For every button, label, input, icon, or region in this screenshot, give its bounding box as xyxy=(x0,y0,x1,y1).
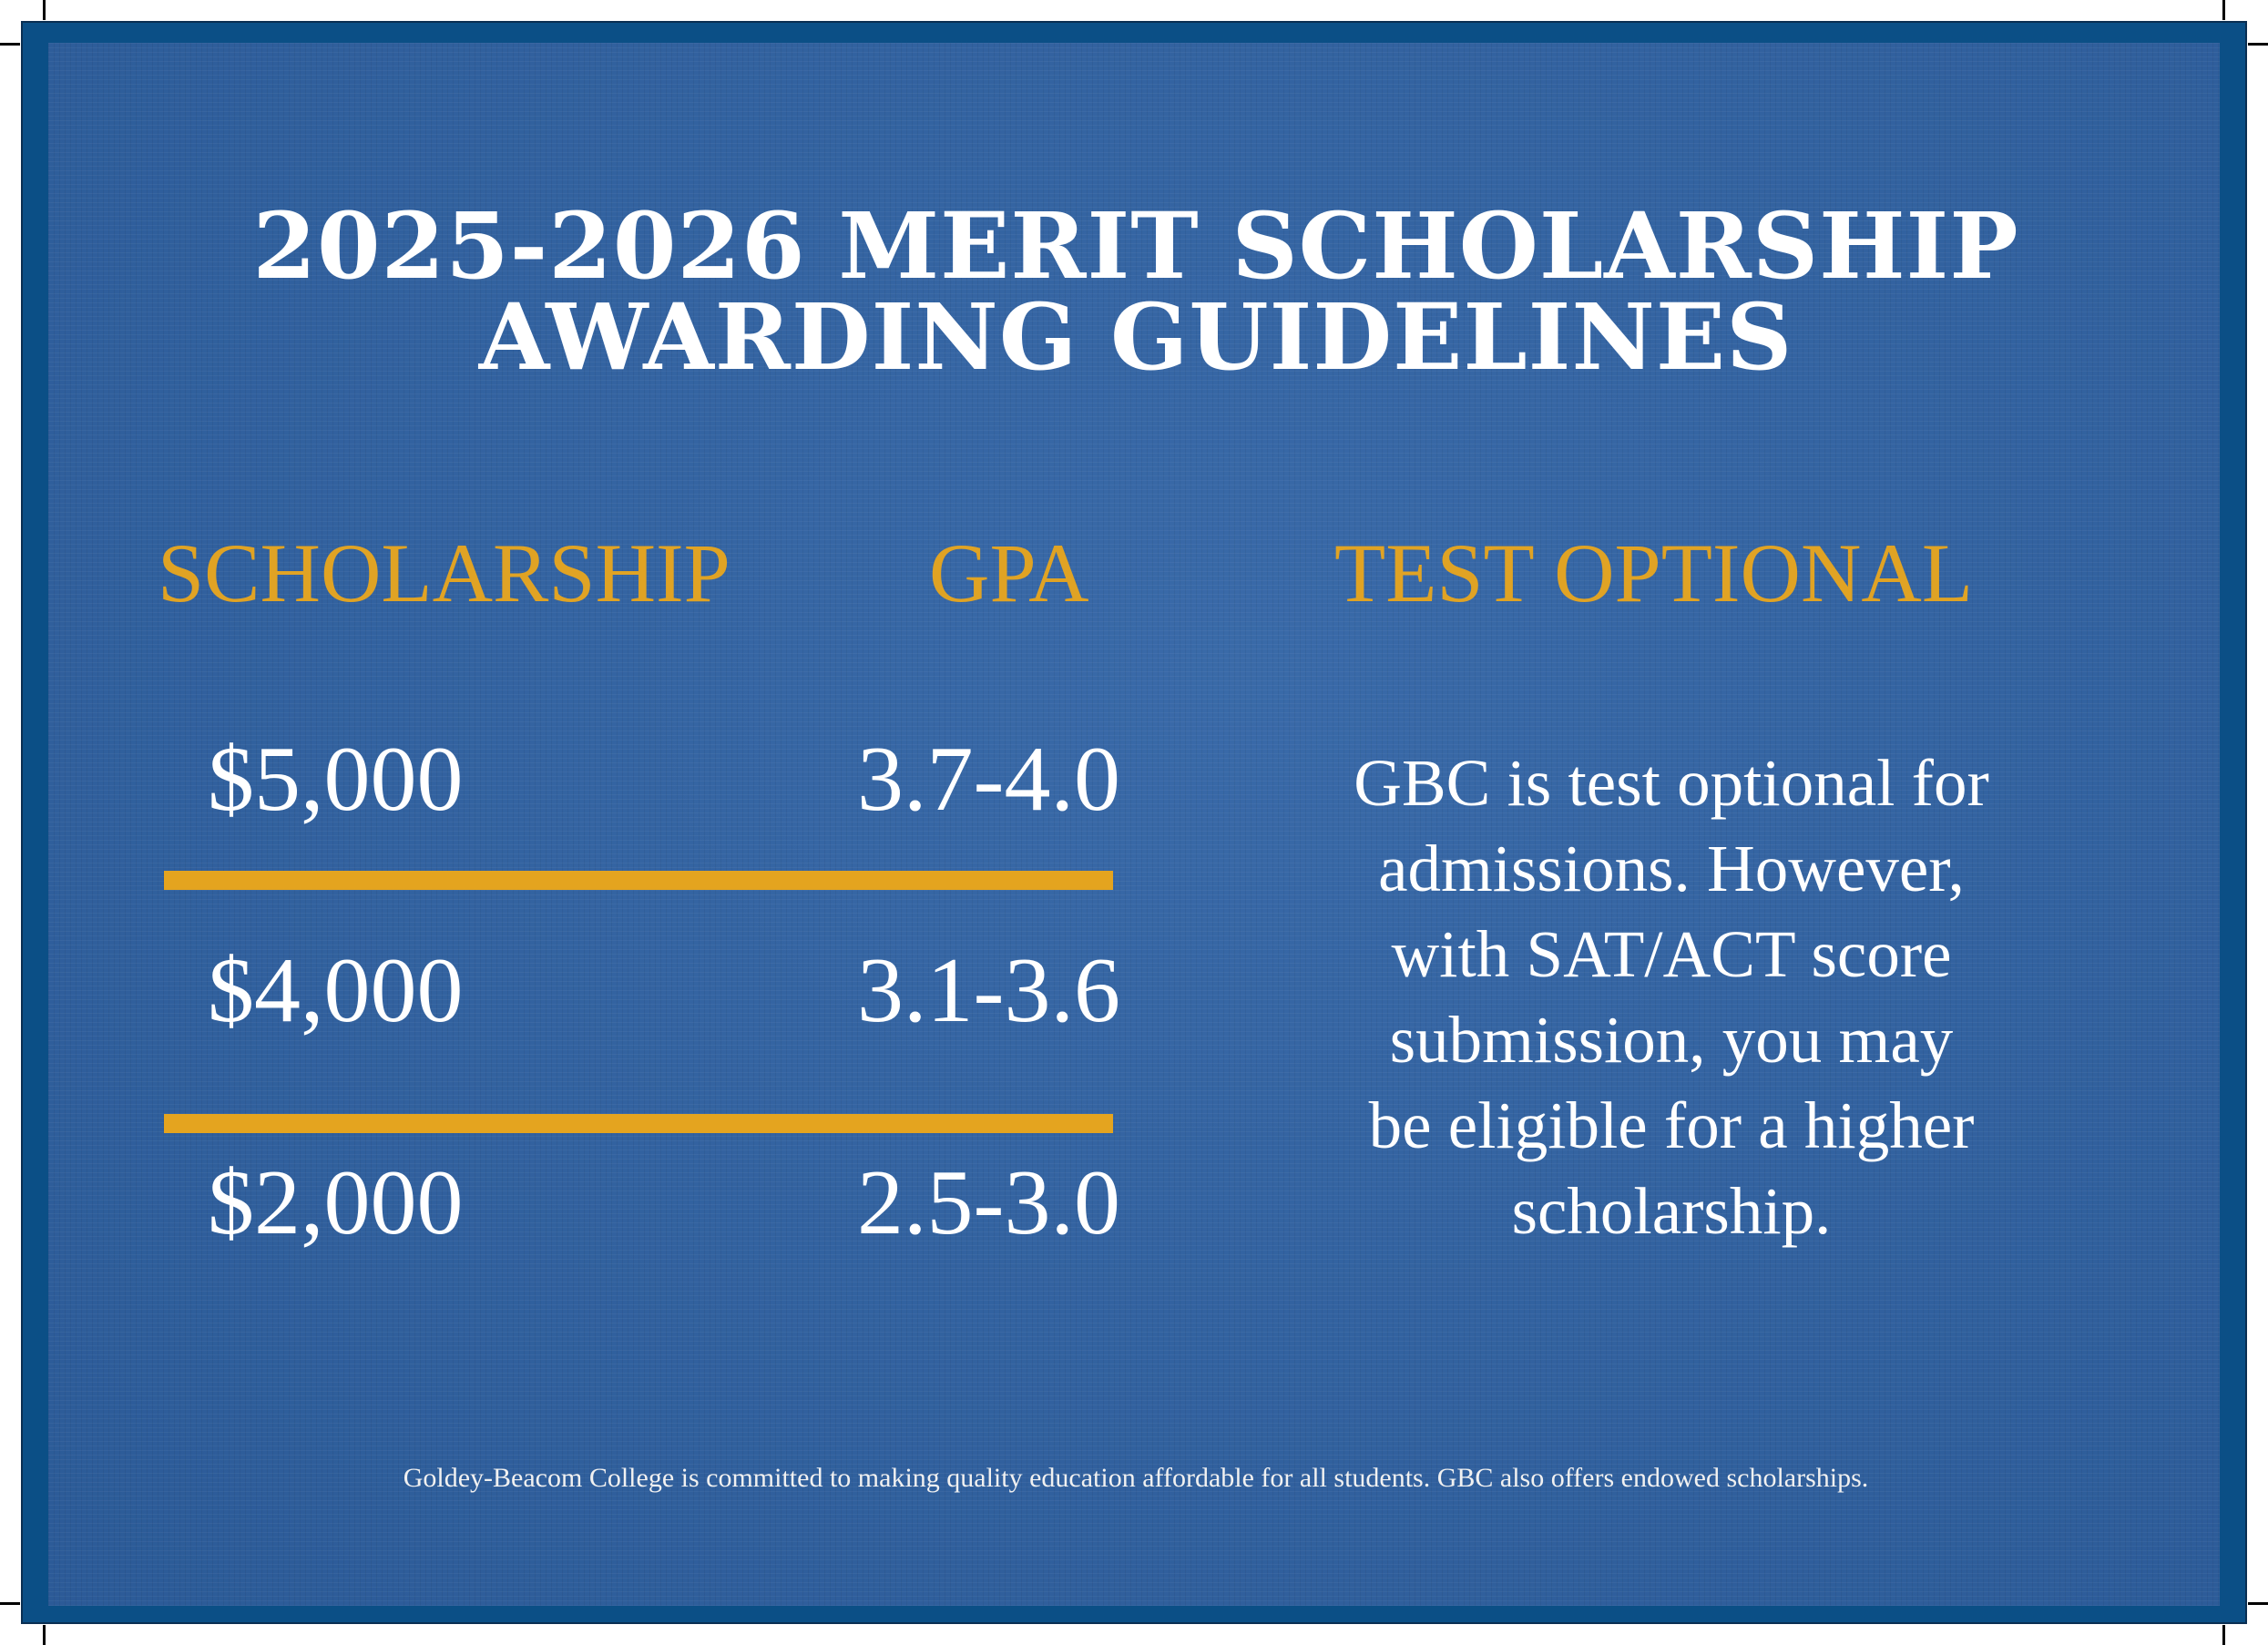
crop-mark-top-left xyxy=(43,0,46,20)
gpa-range-row-1: 3.7-4.0 xyxy=(857,728,1120,831)
gpa-range-row-3: 2.5-3.0 xyxy=(857,1151,1120,1254)
scholarship-card xyxy=(21,21,2247,1624)
scholarship-amount-row-2: $4,000 xyxy=(208,939,464,1042)
crop-mark-top-right xyxy=(2222,0,2225,20)
row-divider-2 xyxy=(164,1114,1113,1133)
crop-mark-right-bottom xyxy=(2248,1602,2268,1605)
test-optional-line: submission, you may xyxy=(1389,1003,1954,1077)
crop-mark-bottom-left xyxy=(43,1625,46,1645)
row-divider-1 xyxy=(164,871,1113,890)
crop-mark-bottom-right xyxy=(2222,1625,2225,1645)
gpa-column-header: GPA xyxy=(929,526,1089,619)
page-title xyxy=(23,192,2247,391)
test-optional-line: be eligible for a higher xyxy=(1368,1088,1975,1162)
test-optional-description xyxy=(1280,741,2063,1254)
footer-note: Goldey-Beacom College is committed to making quality education affordable for all students. GBC also offers endowed scholarships. xyxy=(403,1463,1869,1493)
crop-mark-left-top xyxy=(0,43,20,46)
test-optional-line: scholarship. xyxy=(1511,1174,1832,1248)
crop-mark-right-top xyxy=(2248,43,2268,46)
test-optional-line: with SAT/ACT score xyxy=(1391,917,1952,991)
title-line-2: AWARDING GUIDELINES xyxy=(478,283,1793,391)
scholarship-column-header: SCHOLARSHIP xyxy=(158,526,730,619)
title-line-1: 2025-2026 MERIT SCHOLARSHIP xyxy=(252,192,2019,300)
gpa-range-row-2: 3.1-3.6 xyxy=(857,939,1120,1042)
test-optional-line: admissions. However, xyxy=(1378,832,1965,905)
test-optional-heading: TEST OPTIONAL xyxy=(1334,526,1974,619)
scholarship-amount-row-3: $2,000 xyxy=(208,1151,464,1254)
test-optional-line: GBC is test optional for xyxy=(1354,746,1989,820)
crop-mark-left-bottom xyxy=(0,1602,20,1605)
scholarship-amount-row-1: $5,000 xyxy=(208,728,464,831)
